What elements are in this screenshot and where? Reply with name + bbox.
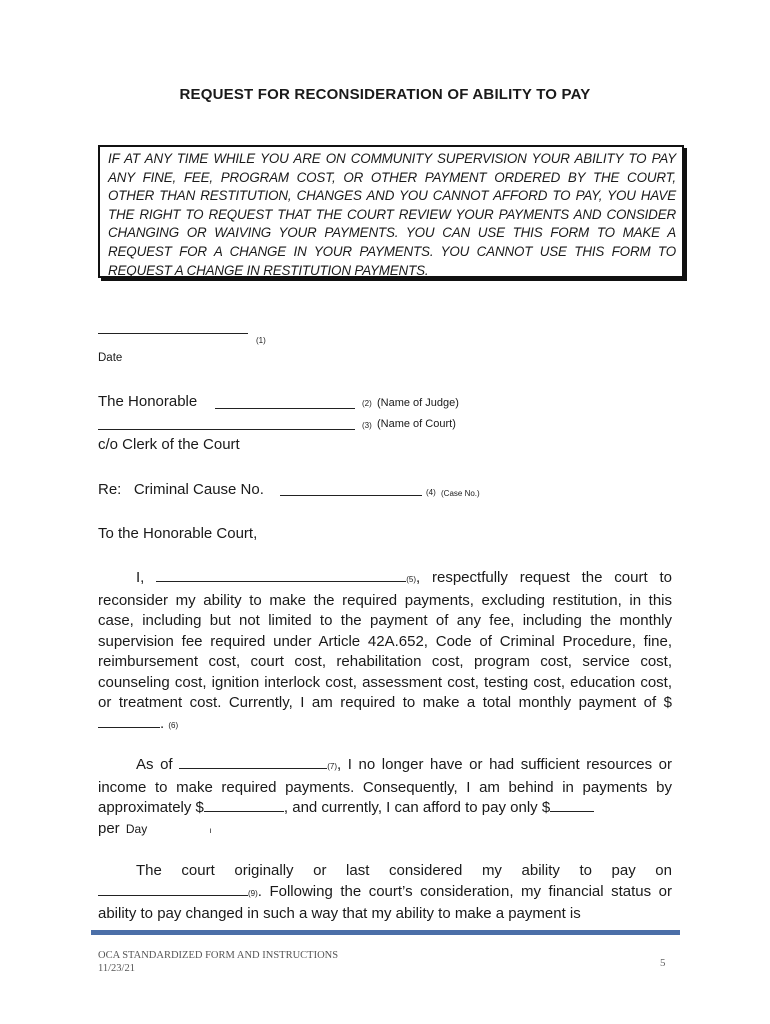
notice-text: IF AT ANY TIME WHILE YOU ARE ON COMMUNITY SUPERVISION YOUR ABILITY TO PAY ANY FINE, FEE, PROGRAM COST, OR OTHER PAYMENT ORDERED BY THE COURT, OTHER THAN RESTITUTION, CHANGES AND YOU CANNOT AFFORD TO PAY, YOU HAVE THE RIGHT TO REQUEST THAT THE COURT REVIEW YOUR PAYMENTS AND CONSIDER CHANGING OR WAIVING YOUR PAYMENTS. YOU CAN USE THIS FORM TO MAKE A REQUEST FOR A CHANGE IN YOUR PAYMENTS. YOU CANNOT USE THIS FORM TO REQUEST A CHANGE IN RESTITUTION PAYMENTS. [108,151,676,278]
judge-name-field[interactable] [215,408,355,409]
date-field[interactable] [98,333,248,334]
form-title: REQUEST FOR RECONSIDERATION OF ABILITY TO PAY [179,86,591,103]
honorable-label: The Honorable [98,393,198,410]
notice-box [98,145,684,278]
behind-amount-field[interactable] [204,810,284,812]
paragraph-resources [98,755,672,841]
p2-marker: (7) [327,762,337,771]
date-label: Date [98,352,123,364]
p2-text1: , I no longer have or had sufficient resources or income to make required payments. Consequently, I am behind in payments by approximately $ [98,756,672,816]
footer-divider [91,930,680,935]
judge-marker: (2) [362,399,372,408]
court-hint: (Name of Court) [377,418,456,430]
footer-form-name: OCA STANDARDIZED FORM AND INSTRUCTIONS [98,950,339,961]
p2-text2: , and currently, I can afford to pay only $ [283,799,551,816]
case-hint: (Case No.) [441,489,480,498]
as-of-date-field[interactable] [179,767,327,769]
case-marker: (4) [426,488,436,497]
p1-marker: (5) [406,575,416,584]
footer-info [98,949,338,975]
per-label: per [98,819,120,837]
p1-end-marker: (6) [168,720,179,730]
page-number: 5 [660,957,666,969]
p3-text: . Following the court’s consideration, my financial status or ability to pay changed in such a way that my ability to make a payment is [98,882,672,922]
afford-amount-field[interactable] [550,810,594,812]
monthly-payment-field[interactable] [98,726,160,728]
paragraph-consideration [98,861,672,925]
p2-start: As of [136,756,173,773]
p1-body: reconsider my ability to make the required payments, excluding restitution, in this case, including but not limited to the payment of any fee, including the monthly supervision fee required under Article 42A.652, Code of Criminal Procedure, fine, reimbursement cost, court cost, rehabilitation cost, program cost, service cost, counseling cost, ignition interlock cost, assessment cost, testing cost, education cost, or treatment cost. Currently, I am required to make a total monthly payment of $ [98,591,672,711]
re-label: Re: Criminal Cause No. [98,481,264,498]
name-field[interactable] [156,580,406,582]
salutation: To the Honorable Court, [98,525,258,542]
date-marker: (1) [256,336,266,345]
court-marker: (3) [362,421,372,430]
consideration-date-field[interactable] [98,894,248,896]
per-marker: ı [209,825,212,835]
p1-end: . [160,714,165,732]
p3-marker: (9) [248,888,258,898]
paragraph-request [98,568,672,736]
judge-hint: (Name of Judge) [377,397,459,409]
case-number-field[interactable] [280,495,422,496]
p1-rest-first: , respectfully request the court to [415,569,672,586]
court-name-field[interactable] [98,429,355,430]
p3-start: The court originally or last considered my ability to pay on [136,862,672,879]
clerk-line: c/o Clerk of the Court [98,436,240,453]
p1-start: I, [136,569,145,586]
per-value[interactable]: Day [125,821,148,836]
footer-date: 11/23/21 [98,963,135,974]
